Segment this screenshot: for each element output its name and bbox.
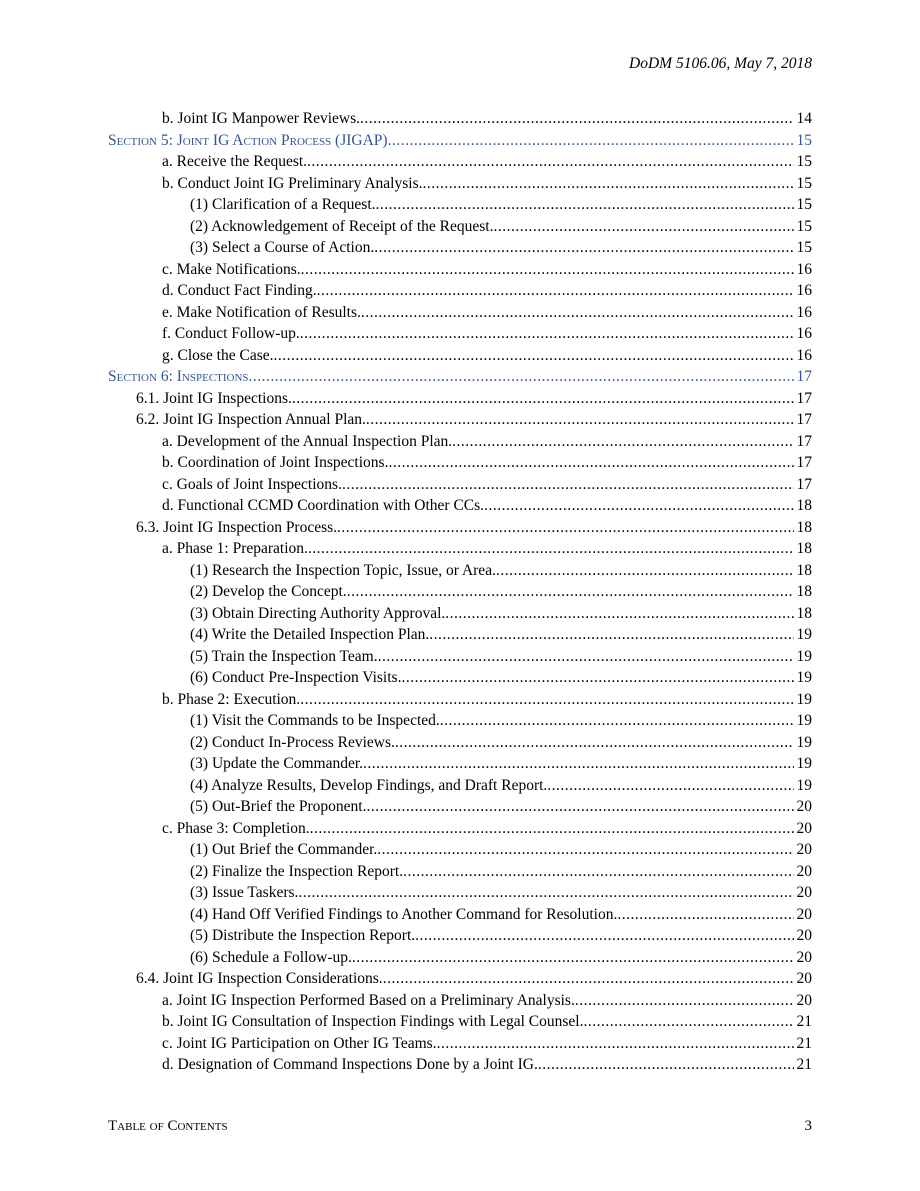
toc-entry-label: (3) Select a Course of Action. [190, 239, 375, 256]
toc-dot-leader [403, 863, 793, 881]
toc-dot-leader [547, 777, 793, 795]
footer-title: Table of Contents [108, 1118, 228, 1134]
toc-dot-leader [363, 755, 793, 773]
toc-entry-label: b. Joint IG Manpower Reviews. [162, 110, 361, 127]
toc-entry-label: a. Receive the Request. [162, 153, 308, 170]
toc-entry-page: 19 [796, 690, 812, 708]
toc-dot-leader [366, 411, 794, 429]
toc-entry-label: (5) Train the Inspection Team. [190, 647, 378, 665]
toc-entry-page: 16 [796, 282, 812, 299]
toc-dot-leader [249, 368, 794, 386]
toc-entry-page: 19 [796, 647, 812, 665]
toc-section-entry[interactable] [108, 368, 812, 390]
toc-entry-label: (5) Out-Brief the Proponent. [190, 798, 367, 815]
toc-dot-leader [347, 583, 794, 601]
toc-entry-label: b. Phase 2: Execution. [162, 690, 301, 708]
toc-entry-label: (4) Analyze Results, Develop Findings, and Draft Report. [190, 776, 548, 794]
toc-entry [108, 755, 812, 777]
toc-entry-label: (2) Conduct In-Process Reviews. [190, 733, 395, 751]
toc-entry-page: 20 [796, 884, 812, 901]
toc-entry-label: (1) Research the Inspection Topic, Issue, or Area. [190, 561, 496, 579]
toc-entry-label: (6) Schedule a Follow-up. [190, 948, 352, 966]
toc-dot-leader [395, 734, 794, 752]
toc-dot-leader [310, 820, 794, 838]
toc-entry [108, 433, 812, 455]
toc-entry [108, 734, 812, 756]
toc-entry [108, 110, 812, 132]
toc-dot-leader [422, 175, 793, 193]
toc-dot-leader [361, 304, 794, 322]
toc-dot-leader [360, 110, 793, 128]
toc-dot-leader [584, 1013, 794, 1031]
toc-entry-page: 17 [796, 432, 812, 450]
toc-entry [108, 153, 812, 175]
toc-dot-leader [437, 1035, 794, 1053]
toc-entry-label: (4) Hand Off Verified Findings to Another Command for Resolution. [190, 905, 618, 923]
toc-entry-label: (1) Clarification of a Request. [190, 196, 376, 213]
toc-entry-label: d. Functional CCMD Coordination with Other CCs. [162, 497, 485, 514]
toc-section-entry[interactable] [108, 132, 812, 154]
toc-entry [108, 626, 812, 648]
toc-entry-label: (1) Visit the Commands to be Inspected. [190, 712, 440, 729]
toc-entry-label: c. Joint IG Participation on Other IG Teams. [162, 1034, 437, 1052]
toc-dot-leader [300, 325, 794, 343]
toc-entry [108, 476, 812, 498]
toc-entry [108, 583, 812, 605]
toc-entry-page: 20 [796, 841, 812, 858]
toc-dot-leader [415, 927, 793, 945]
toc-entry-label: c. Goals of Joint Inspections. [162, 475, 342, 493]
toc-entry-page: 19 [796, 776, 812, 794]
toc-entry-page: 19 [796, 755, 812, 772]
toc-entry-page: 19 [796, 669, 812, 686]
toc-entry-page: 17 [796, 389, 812, 407]
toc-entry-label: (3) Obtain Directing Authority Approval. [190, 604, 446, 622]
toc-entry-label: Section 6: Inspections [108, 368, 249, 385]
toc-dot-leader [617, 906, 793, 924]
toc-entry [108, 218, 812, 240]
toc-entry-label: e. Make Notification of Results. [162, 303, 361, 321]
toc-entry-page: 15 [796, 217, 812, 235]
toc-entry [108, 669, 812, 691]
toc-dot-leader [317, 282, 794, 300]
toc-entry-page: 15 [796, 174, 812, 192]
toc-entry-page: 18 [796, 518, 812, 536]
toc-entry-page: 21 [796, 1013, 812, 1030]
toc-dot-leader [352, 949, 794, 967]
toc-entry-page: 17 [796, 368, 812, 385]
toc-dot-leader [388, 132, 794, 150]
toc-dot-leader [378, 648, 794, 666]
table-of-contents [108, 110, 812, 1078]
toc-entry-label: d. Conduct Fact Finding. [162, 282, 317, 299]
toc-entry-label: 6.3. Joint IG Inspection Process. [136, 518, 338, 536]
toc-dot-leader [401, 669, 793, 687]
toc-entry-label: d. Designation of Command Inspections Done by a Joint IG. [162, 1056, 538, 1073]
toc-entry-page: 20 [796, 905, 812, 923]
toc-entry [108, 648, 812, 670]
toc-entry-page: 20 [796, 862, 812, 880]
toc-entry-label: (2) Develop the Concept. [190, 583, 347, 600]
toc-entry [108, 1056, 812, 1078]
toc-entry [108, 304, 812, 326]
toc-dot-leader [337, 519, 793, 537]
toc-dot-leader [484, 497, 793, 515]
toc-entry-page: 18 [796, 540, 812, 557]
toc-entry [108, 884, 812, 906]
toc-entry-page: 18 [796, 497, 812, 514]
toc-dot-leader [429, 626, 793, 644]
toc-entry-label: a. Development of the Annual Inspection Plan. [162, 432, 453, 450]
toc-entry [108, 325, 812, 347]
toc-dot-leader [452, 433, 793, 451]
toc-entry-label: (2) Finalize the Inspection Report. [190, 862, 404, 880]
toc-entry-label: c. Make Notifications. [162, 260, 301, 278]
toc-entry-page: 16 [796, 325, 812, 342]
toc-entry-page: 19 [796, 712, 812, 729]
toc-entry-page: 16 [796, 303, 812, 321]
toc-dot-leader [342, 476, 794, 494]
toc-entry-page: 15 [796, 196, 812, 213]
toc-dot-leader [376, 196, 794, 214]
toc-entry [108, 347, 812, 369]
toc-dot-leader [388, 454, 793, 472]
toc-entry-page: 16 [796, 346, 812, 364]
toc-entry-label: (4) Write the Detailed Inspection Plan. [190, 626, 430, 643]
toc-entry [108, 1035, 812, 1057]
toc-entry-page: 19 [796, 626, 812, 643]
toc-dot-leader [493, 218, 793, 236]
toc-dot-leader [374, 239, 793, 257]
toc-dot-leader [445, 605, 793, 623]
toc-dot-leader [298, 884, 793, 902]
toc-entry-label: (3) Update the Commander. [190, 755, 364, 772]
document-header: DoDM 5106.06, May 7, 2018 [629, 55, 812, 72]
toc-entry-page: 15 [796, 131, 812, 149]
toc-entry-label: a. Phase 1: Preparation. [162, 540, 308, 557]
toc-entry [108, 540, 812, 562]
toc-dot-leader [496, 562, 794, 580]
toc-entry-page: 17 [796, 475, 812, 493]
toc-dot-leader [538, 1056, 794, 1074]
toc-entry [108, 519, 812, 541]
toc-entry-page: 20 [796, 991, 812, 1009]
toc-entry [108, 1013, 812, 1035]
toc-dot-leader [301, 261, 794, 279]
toc-entry-label: b. Joint IG Consultation of Inspection Findings with Legal Counsel. [162, 1013, 584, 1030]
toc-entry [108, 691, 812, 713]
toc-dot-leader [440, 712, 794, 730]
toc-entry-label: Section 5: Joint IG Action Process (JIGAP) [108, 131, 388, 149]
toc-dot-leader [383, 970, 794, 988]
toc-entry [108, 970, 812, 992]
toc-entry-page: 20 [796, 798, 812, 815]
toc-entry-label: (6) Conduct Pre-Inspection Visits. [190, 669, 402, 686]
toc-dot-leader [300, 691, 793, 709]
toc-entry [108, 239, 812, 261]
toc-dot-leader [575, 992, 794, 1010]
toc-entry-label: (3) Issue Taskers. [190, 884, 299, 901]
toc-entry [108, 841, 812, 863]
toc-entry-label: 6.4. Joint IG Inspection Considerations. [136, 970, 383, 987]
toc-entry-page: 15 [796, 153, 812, 170]
toc-entry-label: b. Conduct Joint IG Preliminary Analysis. [162, 174, 423, 192]
toc-entry [108, 261, 812, 283]
toc-entry-label: g. Close the Case. [162, 346, 274, 364]
toc-entry [108, 497, 812, 519]
toc-entry-page: 16 [796, 260, 812, 278]
toc-dot-leader [377, 841, 793, 859]
toc-entry [108, 390, 812, 412]
toc-entry-page: 20 [796, 819, 812, 837]
toc-entry-page: 21 [796, 1034, 812, 1052]
toc-dot-leader [292, 390, 794, 408]
toc-entry [108, 820, 812, 842]
toc-entry [108, 175, 812, 197]
toc-entry [108, 927, 812, 949]
toc-entry [108, 562, 812, 584]
toc-entry-page: 14 [796, 110, 812, 127]
toc-entry [108, 605, 812, 627]
toc-entry-label: (1) Out Brief the Commander. [190, 841, 378, 858]
toc-entry-label: a. Joint IG Inspection Performed Based on a Preliminary Analysis. [162, 991, 575, 1009]
toc-entry [108, 282, 812, 304]
toc-entry-label: (5) Distribute the Inspection Report. [190, 927, 416, 944]
toc-entry-page: 18 [796, 583, 812, 600]
toc-entry-label: c. Phase 3: Completion. [162, 819, 310, 837]
toc-entry [108, 712, 812, 734]
toc-entry-page: 21 [796, 1056, 812, 1073]
toc-dot-leader [308, 540, 794, 558]
toc-dot-leader [274, 347, 794, 365]
toc-entry-page: 18 [796, 561, 812, 579]
toc-entry-page: 20 [796, 970, 812, 987]
toc-entry-label: b. Coordination of Joint Inspections. [162, 454, 389, 471]
toc-entry [108, 411, 812, 433]
footer-page-number: 3 [804, 1118, 812, 1134]
toc-entry [108, 863, 812, 885]
toc-dot-leader [367, 798, 794, 816]
toc-entry-page: 19 [796, 733, 812, 751]
toc-entry-page: 17 [796, 454, 812, 471]
toc-entry-label: 6.2. Joint IG Inspection Annual Plan. [136, 411, 366, 428]
toc-entry-label: (2) Acknowledgement of Receipt of the Request. [190, 217, 494, 235]
toc-dot-leader [307, 153, 793, 171]
toc-entry [108, 949, 812, 971]
toc-entry-page: 18 [796, 604, 812, 622]
toc-entry [108, 798, 812, 820]
toc-entry-page: 20 [796, 927, 812, 944]
toc-entry-label: f. Conduct Follow-up. [162, 325, 300, 342]
toc-entry-page: 15 [796, 239, 812, 256]
toc-entry-label: 6.1. Joint IG Inspections. [136, 389, 292, 407]
toc-entry [108, 992, 812, 1014]
toc-entry-page: 20 [796, 948, 812, 966]
toc-entry [108, 196, 812, 218]
toc-entry-page: 17 [796, 411, 812, 428]
toc-entry [108, 906, 812, 928]
toc-entry [108, 454, 812, 476]
toc-entry [108, 777, 812, 799]
